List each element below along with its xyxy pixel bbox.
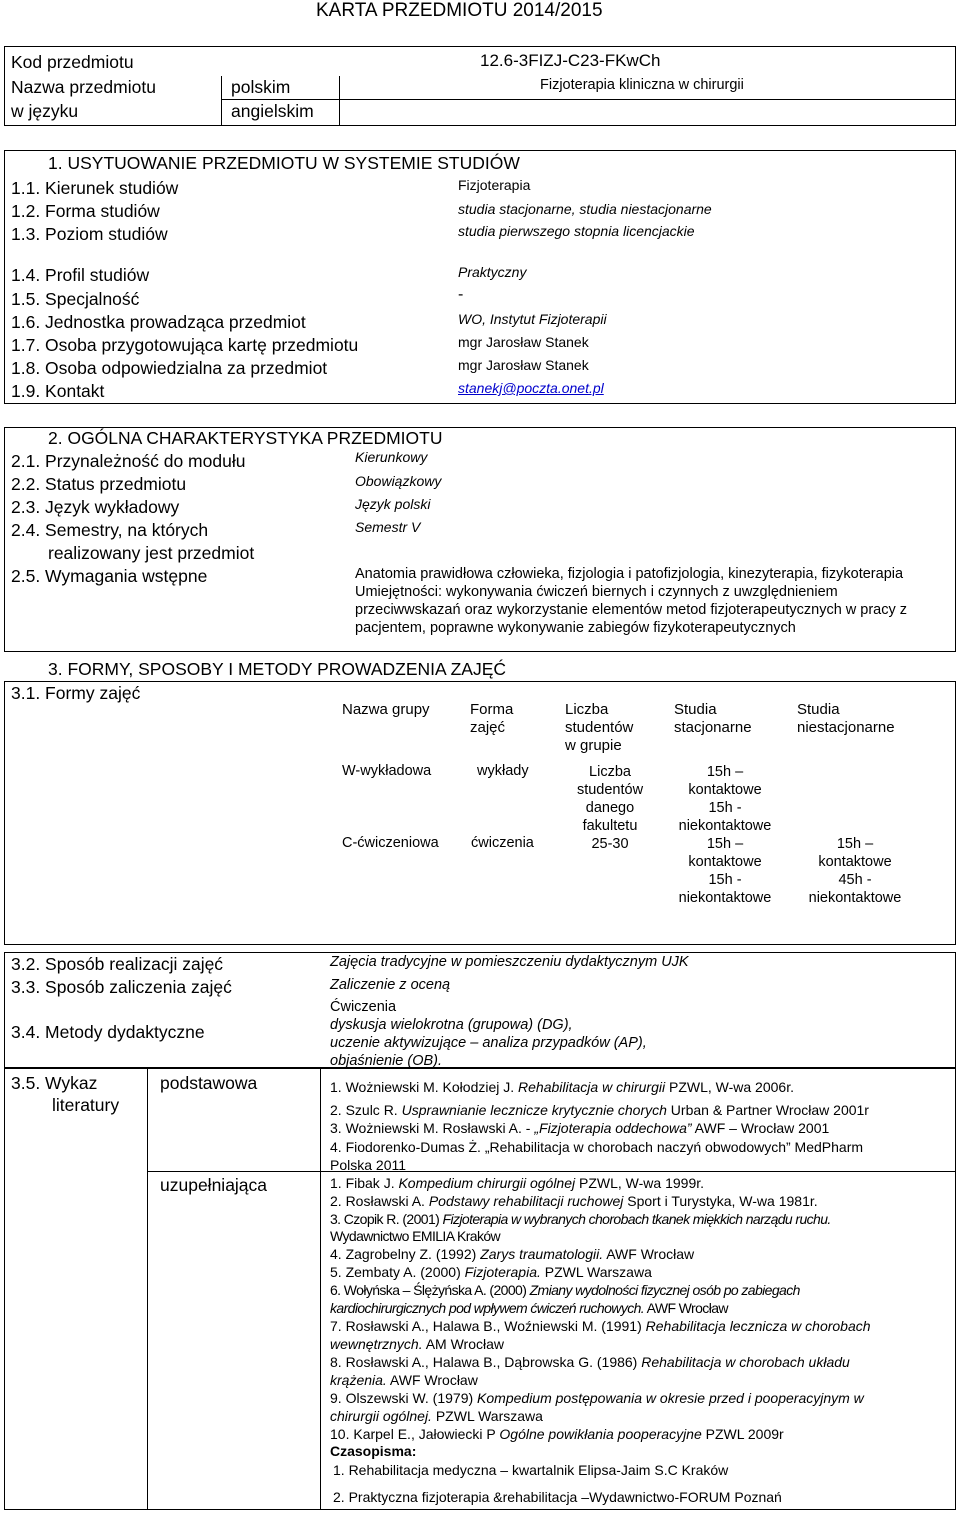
semester-value: Semestr V xyxy=(355,519,421,535)
status-value: Obowiązkowy xyxy=(355,473,442,489)
table-header-group: Nazwa grupy xyxy=(342,701,430,718)
supp-item-6-cont: kardiochirurgicznych pod wpływem ćwiczeń ruchowych. AWF Wrocław xyxy=(330,1300,728,1316)
basic-item-4-cont: Polska 2011 xyxy=(330,1157,407,1173)
supp-item-9: 9. Olszewski W. (1979) Kompedium postępowania w okresie przed i pooperacyjnym w xyxy=(330,1390,864,1406)
supp-item-9-cont: chirurgii ogólnej. PZWL Warszawa xyxy=(330,1408,543,1424)
lang-polish-label: polskim xyxy=(231,77,291,97)
row-label-1-9: 1.9. Kontakt xyxy=(11,381,105,401)
course-name-label-2: w języku xyxy=(11,101,79,121)
specialization-value: - xyxy=(458,286,464,303)
supp-item-5: 5. Zembaty A. (2000) Fizjoterapia. PZWL Warszawa xyxy=(330,1264,652,1280)
basic-item-3: 3. Wożniewski M. Rosławski A. - „Fizjoterapia oddechowa” AWF – Wrocław 2001 xyxy=(330,1120,830,1136)
row-label-2-4-cont: realizowany jest przedmiot xyxy=(48,543,255,563)
supp-item-3-cont: Wydawnictwo EMILIA Kraków xyxy=(330,1228,501,1244)
requirements-line-2: Umiejętności: wykonywania ćwiczeń biernych i czynnych z uwzględnieniem xyxy=(355,584,838,600)
row-label-1-5: 1.5. Specjalność xyxy=(11,289,140,309)
basic-item-1: 1. Wożniewski M. Kołodziej J. Rehabilitacja w chirurgii PZWL, W-wa 2006r. xyxy=(330,1079,794,1095)
study-level-value: studia pierwszego stopnia licencjackie xyxy=(458,223,695,239)
supp-item-7: 7. Rosławski A., Halawa B., Woźniewski M. (1991) Rehabilitacja lecznicza w chorobach xyxy=(330,1318,871,1334)
journal-item-1: 1. Rehabilitacja medyczna – kwartalnik Elipsa-Jaim S.C Kraków xyxy=(333,1462,729,1478)
responsible-value: mgr Jarosław Stanek xyxy=(458,357,589,373)
course-code-label: Kod przedmiotu xyxy=(11,52,134,72)
supplementary-literature-label: uzupełniająca xyxy=(160,1175,268,1195)
row-label-1-2: 1.2. Forma studiów xyxy=(11,201,160,221)
requirements-line-1: Anatomia prawidłowa człowieka, fizjologia i patofizjologia, kinezyterapia, fizykoterapia xyxy=(355,566,904,582)
literature-label: 3.5. Wykaz xyxy=(11,1073,98,1093)
language-value: Język polski xyxy=(355,496,431,512)
section-2-heading: 2. OGÓLNA CHARAKTERYSTYKA PRZEDMIOTU xyxy=(48,428,443,448)
row-label-2-4: 2.4. Semestry, na których xyxy=(11,520,209,540)
contact-email-link[interactable]: stanekj@poczta.onet.pl xyxy=(458,380,604,396)
realization-label: 3.2. Sposób realizacji zajęć xyxy=(11,954,224,974)
row-label-2-1: 2.1. Przynależność do modułu xyxy=(11,451,246,471)
lang-english-label: angielskim xyxy=(231,101,314,121)
row-label-1-3: 1.3. Poziom studiów xyxy=(11,224,168,244)
row-label-1-4: 1.4. Profil studiów xyxy=(11,265,150,285)
row-label-2-2: 2.2. Status przedmiotu xyxy=(11,474,187,494)
supp-item-4: 4. Zagrobelny Z. (1992) Zarys traumatologii. AWF Wrocław xyxy=(330,1246,695,1262)
requirements-line-3: przeciwwskazań oraz wykorzystanie elementów metod fizjoterapeutycznych w pracy z xyxy=(355,602,908,618)
basic-item-2: 2. Szulc R. Usprawnianie lecznicze krytycznie chorych Urban & Partner Wrocław 2001r xyxy=(330,1102,869,1118)
basic-item-4: 4. Fiodorenko-Dumas Ż. „Rehabilitacja w chorobach naczyń obwodowych” MedPharm xyxy=(330,1139,864,1155)
supp-item-7-cont: wewnętrznych. AM Wrocław xyxy=(330,1336,505,1352)
methods-line-3: uczenie aktywizujące – analiza przypadków (AP), xyxy=(330,1035,647,1051)
row-label-1-6: 1.6. Jednostka prowadząca przedmiot xyxy=(11,312,306,332)
table-header-fulltime: Studia stacjonarne xyxy=(674,701,752,736)
course-name-polish: Fizjoterapia kliniczna w chirurgii xyxy=(540,77,744,93)
supp-item-2: 2. Rosławski A. Podstawy rehabilitacji ruchowej Sport i Turystyka, W-wa 1981r. xyxy=(330,1193,818,1209)
basic-literature-label: podstawowa xyxy=(160,1073,258,1093)
course-name-label: Nazwa przedmiotu xyxy=(11,77,156,97)
methods-line-2: dyskusja wielokrotna (grupowa) (DG), xyxy=(330,1017,573,1033)
methods-line-1: Ćwiczenia xyxy=(330,999,397,1015)
table-header-count: Liczba studentów w grupie xyxy=(565,701,634,754)
realization-value: Zajęcia tradycyjne w pomieszczeniu dydaktycznym UJK xyxy=(330,954,689,970)
row-label-2-3: 2.3. Język wykładowy xyxy=(11,497,180,517)
credit-label: 3.3. Sposób zaliczenia zajęć xyxy=(11,977,232,997)
supp-item-10: 10. Karpel E., Jałowiecki P Ogólne powikłania pooperacyjne PZWL 2009r xyxy=(330,1426,784,1442)
table-row-2-group: C-ćwiczeniowa xyxy=(342,835,439,851)
course-code-value: 12.6-3FIZJ-C23-FKwCh xyxy=(480,51,661,70)
row-label-1-1: 1.1. Kierunek studiów xyxy=(11,178,179,198)
supp-item-6: 6. Wołyńska – Ślężyńska A. (2000) Zmiany wydolności fizycznej osób po zabiegach xyxy=(330,1282,800,1298)
journal-item-2: 2. Praktyczna fizjoterapia &rehabilitacja –Wydawnictwo-FORUM Poznań xyxy=(333,1489,782,1505)
table-row-2-count: 25-30 xyxy=(591,836,629,852)
forms-label: 3.1. Formy zajęć xyxy=(11,683,141,703)
table-header-form: Forma zajęć xyxy=(470,701,514,736)
table-row-2-form: ćwiczenia xyxy=(471,835,534,851)
table-row-1-group: W-wykładowa xyxy=(342,763,432,779)
page-title: KARTA PRZEDMIOTU 2014/2015 xyxy=(316,0,603,21)
methods-line-4: objaśnienie (OB). xyxy=(330,1053,443,1069)
requirements-line-4: pacjentem, poprawne wykonywanie zabiegów fizykoterapeutycznych xyxy=(355,620,796,636)
module-value: Kierunkowy xyxy=(355,449,428,465)
supp-item-8-cont: krążenia. AWF Wrocław xyxy=(330,1372,478,1388)
table-row-2-fulltime: 15h – kontaktowe 15h - niekontaktowe xyxy=(678,836,772,906)
supp-item-1: 1. Fibak J. Kompedium chirurgii ogólnej PZWL, W-wa 1999r. xyxy=(330,1175,705,1191)
table-row-1-fulltime: 15h – kontaktowe 15h - niekontaktowe xyxy=(678,764,772,834)
table-row-1-form: wykłady xyxy=(477,763,529,779)
section-1-heading: 1. USYTUOWANIE PRZEDMIOTU W SYSTEMIE STUDIÓW xyxy=(48,153,520,173)
unit-value: WO, Instytut Fizjoterapii xyxy=(458,311,607,327)
row-label-1-7: 1.7. Osoba przygotowująca kartę przedmiotu xyxy=(11,335,359,355)
profile-value: Praktyczny xyxy=(458,264,527,280)
credit-value: Zaliczenie z oceną xyxy=(330,977,451,993)
supp-item-8: 8. Rosławski A., Halawa B., Dąbrowska G. (1986) Rehabilitacja w chorobach układu xyxy=(330,1354,850,1370)
table-header-parttime: Studia niestacjonarne xyxy=(797,701,895,736)
field-of-study-value: Fizjoterapia xyxy=(458,177,531,193)
section-3-heading: 3. FORMY, SPOSOBY I METODY PROWADZENIA ZAJĘĆ xyxy=(48,659,507,679)
journals-label: Czasopisma: xyxy=(330,1443,417,1459)
study-form-value: studia stacjonarne, studia niestacjonarne xyxy=(458,201,712,217)
supp-item-3: 3. Czopik R. (2001) Fizjoterapia w wybranych chorobach tkanek miękkich narządu ruchu. xyxy=(330,1211,831,1227)
table-row-1-count: Liczba studentów danego fakultetu xyxy=(576,764,644,834)
row-label-2-5: 2.5. Wymagania wstępne xyxy=(11,566,208,586)
literature-label-2: literatury xyxy=(52,1095,120,1115)
methods-label: 3.4. Metody dydaktyczne xyxy=(11,1022,205,1042)
table-row-2-parttime: 15h – kontaktowe 45h - niekontaktowe xyxy=(808,836,902,906)
row-label-1-8: 1.8. Osoba odpowiedzialna za przedmiot xyxy=(11,358,328,378)
prepared-by-value: mgr Jarosław Stanek xyxy=(458,334,589,350)
